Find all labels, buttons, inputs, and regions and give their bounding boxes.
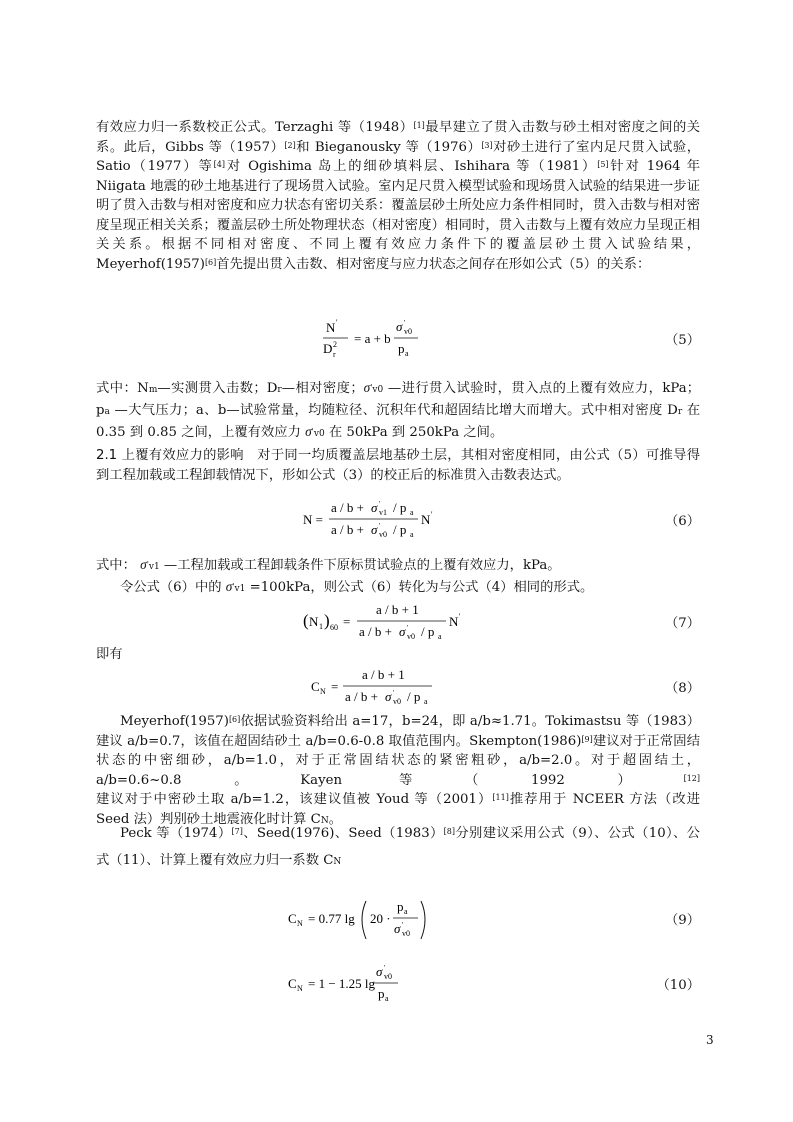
svg-text:p: p: [397, 899, 404, 914]
equation-8: [96, 663, 700, 713]
svg-text:C: C: [311, 679, 320, 694]
svg-text:v0: v0: [402, 929, 410, 938]
equation-9: [96, 895, 700, 945]
svg-text:': ': [404, 319, 406, 327]
paragraph-section-2-1: [96, 446, 700, 485]
svg-text:/ p: / p: [407, 689, 421, 704]
equation-10: [96, 960, 700, 1010]
svg-text:/ p: / p: [393, 522, 407, 537]
svg-text:N: N: [326, 320, 336, 335]
page-number: 3: [706, 1033, 714, 1047]
equation-6-formula: [96, 496, 616, 546]
svg-text:a: a: [424, 697, 428, 706]
svg-text:v0: v0: [384, 972, 392, 981]
svg-text:': ': [379, 500, 381, 508]
paragraph-ab-values: Meyerhof(1957)[6]依据试验资料给出 a=17，b=24，即 a/b≈1.71。Tokimastsu 等（1983）建议 a/b=0.7，该值在超固结砂土 a/b=0.6-0.8 取值范围内。Skempton(1986)[9]建议对于正常固结状态的中密细砂，a/b=1.0，对于正常固结状态的紧密粗砂，a/b=2.0。对于超固结土，a/b=0.6~0.8。Kayen 等（1992）[12]建议对于中密砂土取 a/b=1.2，该建议值被 Youd 等（2001）[11]推荐用于 NCEER 方法（改进 Seed 法）判别砂土地震液化时计算 CN。: [96, 714, 700, 827]
svg-text:=: =: [331, 679, 339, 694]
svg-text:a: a: [385, 994, 389, 1003]
svg-text:= a + b: = a + b: [354, 331, 391, 346]
svg-text:N: N: [421, 512, 431, 527]
svg-text:σ: σ: [385, 689, 392, 704]
svg-text:=: =: [343, 614, 351, 629]
svg-text:σ: σ: [371, 500, 378, 515]
svg-text:σ: σ: [394, 921, 401, 936]
svg-text:': ': [431, 510, 433, 519]
svg-text:': ': [379, 522, 381, 530]
svg-text:a / b + 1: a / b + 1: [362, 667, 405, 682]
paragraph-definitions: 式中：Nm—实测贯入击数；Dr—相对密度；σ'v0 —进行贯入试验时，贯入点的上覆有效应力，kPa； pa —大气压力；a、b—试验常量，均随粒径、沉积年代和超固结比增大而增大。式中相对密度 Dr 在 0.35 到 0.85 之间，上覆有效应力 σ'v0 在 50kPa 到 250kPa 之间。: [96, 380, 701, 440]
svg-text:p: p: [378, 986, 385, 1001]
svg-text:a: a: [438, 632, 442, 641]
svg-text:D: D: [323, 341, 333, 356]
svg-text:2: 2: [333, 340, 337, 349]
svg-text:= 0.77 lg: = 0.77 lg: [308, 911, 355, 926]
svg-text:): ): [324, 611, 330, 630]
svg-text:': ': [384, 964, 386, 972]
svg-text:a: a: [405, 349, 409, 358]
paragraph-peck-seed: Peck 等（1974）[7]、Seed(1976)、Seed（1983）[8]分别建议采用公式（9）、公式（10）、公式（11）、计算上覆有效应力归一系数 CN: [96, 826, 700, 868]
svg-text:1: 1: [319, 622, 323, 631]
svg-text:N: N: [297, 984, 303, 993]
svg-text:N: N: [297, 919, 303, 928]
svg-text:C: C: [288, 911, 297, 926]
svg-text:a / b +: a / b +: [345, 689, 378, 704]
equation-6-number: （6）: [664, 514, 700, 529]
equation-7: [96, 598, 700, 648]
svg-text:σ: σ: [371, 522, 378, 537]
svg-text:a / b +: a / b +: [359, 624, 392, 639]
svg-text:a: a: [404, 907, 408, 916]
svg-text:': ': [336, 318, 338, 327]
svg-text:p: p: [398, 341, 405, 356]
paragraph-intro: 有效应力归一系数校正公式。Terzaghi 等（1948）[1]最早建立了贯入击数与砂土相对密度之间的关系。此后，Gibbs 等（1957）[2]和 Bieganousky 等（1976）[3]对砂土进行了室内足尺贯入试验，Satio（1977）等[4]对 Ogishima 岛上的细砂填料层、Ishihara 等（1981）[5]针对 1964 年 Niigata 地震的砂土地基进行了现场贯入试验。室内足尺贯入模型试验和现场贯入试验的结果进一步证明了贯入击数与相对密度和应力状态有密切关系：覆盖层砂土所处应力条件相同时，贯入击数与相对密度呈现正相关关系；覆盖层砂土所处物理状态（相对密度）相同时，贯入击数与上覆有效应力呈现正相关关系。根据不同相对密度、不同上覆有效应力条件下的覆盖层砂土贯入试验结果， Meyerhof(1957)[6]首先提出贯入击数、相对密度与应力状态之间存在形如公式（5）的关系：: [96, 120, 701, 272]
equation-5-number: （5）: [664, 333, 700, 348]
svg-text:/ p: / p: [421, 624, 435, 639]
equation-10-number: （10）: [656, 978, 700, 993]
svg-text:20 ·: 20 ·: [370, 911, 391, 926]
svg-text:a / b +: a / b +: [331, 500, 364, 515]
svg-text:': ': [407, 624, 409, 632]
svg-text:': ': [393, 689, 395, 697]
svg-text:v0: v0: [407, 632, 415, 641]
svg-text:σ: σ: [399, 624, 406, 639]
paragraph-thus: 即有: [96, 647, 123, 662]
svg-text:': ': [459, 612, 461, 621]
equation-8-number: （8）: [664, 681, 700, 696]
svg-text:r: r: [333, 350, 336, 359]
svg-text:(: (: [303, 611, 309, 630]
paragraph-sigma-v1-definition: 式中： σ'v1 —工程加载或工程卸载条件下原标贯试验点的上覆有效应力，kPa。: [96, 557, 561, 573]
svg-text:60: 60: [330, 623, 338, 632]
svg-text:/ p: / p: [393, 500, 407, 515]
equation-9-formula: [96, 895, 616, 945]
svg-text:a: a: [410, 508, 414, 517]
section-2-1-body: 对于同一均质覆盖层地基砂土层，其相对密度相同，由公式（5）可推导得到工程加载或工程卸载情况下，形如公式（3）的校正后的标准贯入击数表达式。: [96, 448, 700, 483]
svg-text:N: N: [309, 614, 319, 629]
equation-7-number: （7）: [664, 616, 700, 631]
svg-text:a / b +: a / b +: [331, 522, 364, 537]
equation-9-number: （9）: [664, 913, 700, 928]
svg-text:= 1 − 1.25 lg: = 1 − 1.25 lg: [308, 976, 376, 991]
svg-text:N =: N =: [303, 512, 323, 527]
svg-text:v0: v0: [379, 530, 387, 539]
svg-text:N: N: [449, 614, 459, 629]
svg-text:C: C: [288, 976, 297, 991]
svg-text:v0: v0: [393, 697, 401, 706]
equation-7-formula: [96, 598, 616, 648]
section-heading: 2.1 上覆有效应力的影响: [96, 448, 244, 463]
svg-text:v1: v1: [379, 508, 387, 517]
equation-5-formula: [96, 315, 616, 365]
equation-8-formula: [96, 663, 616, 713]
svg-text:a / b + 1: a / b + 1: [376, 602, 419, 617]
svg-text:a: a: [410, 530, 414, 539]
equation-10-formula: [96, 960, 616, 1010]
svg-text:σ: σ: [376, 964, 383, 979]
paragraph-substitution: 令公式（6）中的 σ'v1 =100kPa，则公式（6）转化为与公式（4）相同的形式。: [120, 579, 594, 595]
equation-5: [96, 315, 700, 365]
svg-text:N: N: [320, 687, 326, 696]
svg-text:v0: v0: [404, 327, 412, 336]
svg-text:': ': [402, 921, 404, 929]
equation-6: [96, 496, 700, 546]
svg-text:σ: σ: [396, 319, 403, 334]
